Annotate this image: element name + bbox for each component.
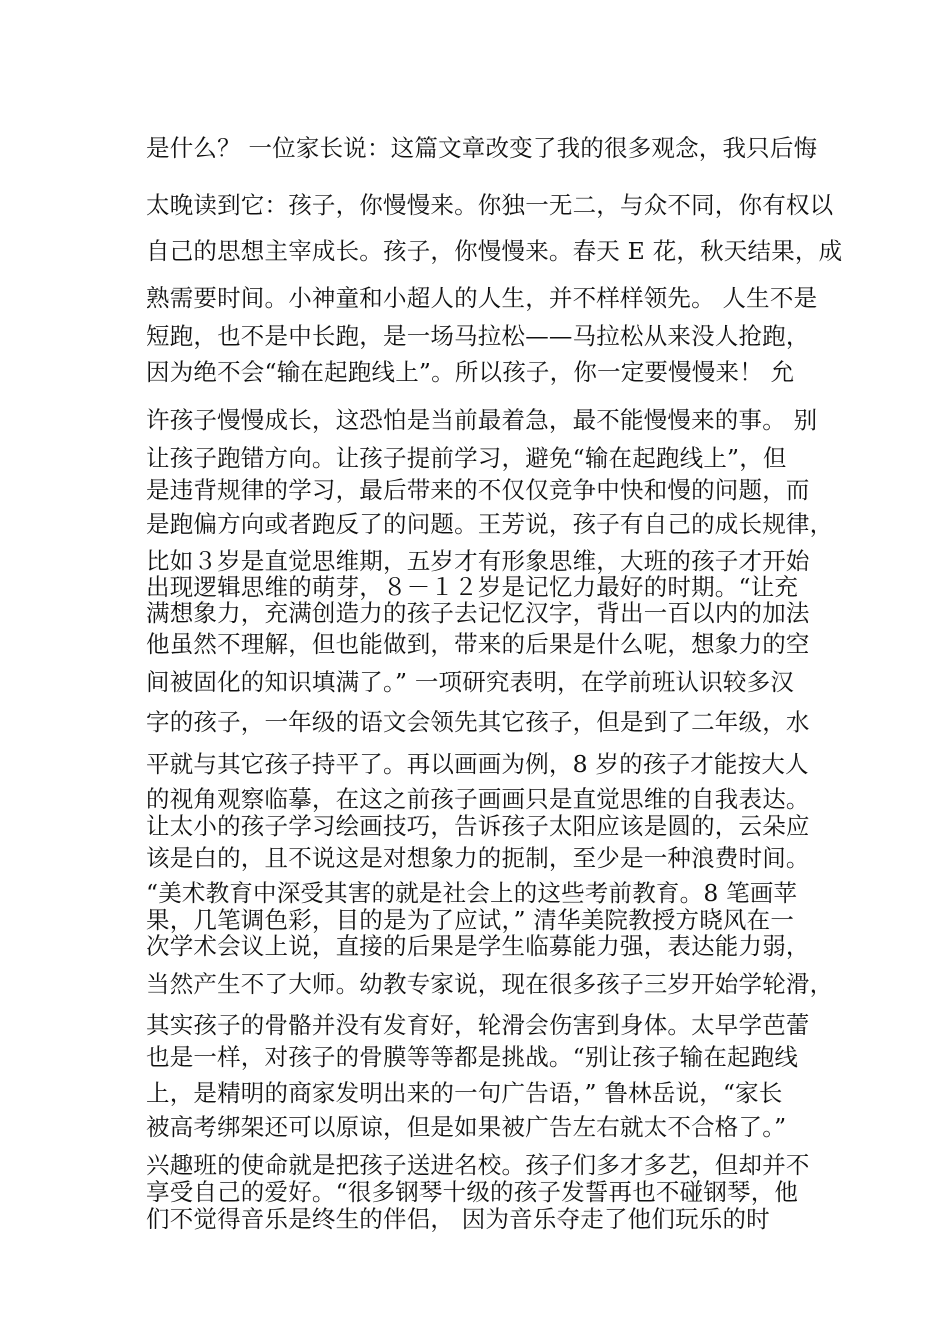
text-line: “美术教育中深受其害的就是社会上的这些考前教育。8 笔画苹 <box>146 879 798 907</box>
text-line: 让孩子跑错方向。让孩子提前学习，避免“输在起跑线上”，但 <box>146 444 787 472</box>
text-line: 们不觉得音乐是终生的伴侣， 因为音乐夺走了他们玩乐的时 <box>146 1205 770 1233</box>
text-line: 果，几笔调色彩，目的是为了应试，” 清华美院教授方晓风在一 <box>146 906 795 934</box>
text-line: 自己的思想主宰成长。孩子，你慢慢来。春天 E 花，秋天结果，成 <box>146 237 843 265</box>
text-line: 短跑，也不是中长跑，是一场马拉松——马拉松从来没人抢跑， <box>146 322 810 350</box>
text-line: 许孩子慢慢成长，这恐怕是当前最着急，最不能慢慢来的事。 别 <box>146 406 818 434</box>
text-line: 是违背规律的学习，最后带来的不仅仅竞争中快和慢的问题，而 <box>146 476 810 504</box>
text-line: 该是白的，且不说这是对想象力的扼制，至少是一种浪费时间。 <box>146 844 810 872</box>
text-line: 当然产生不了大师。幼教专家说，现在很多孩子三岁开始学轮滑， <box>146 970 834 998</box>
text-line: 也是一样，对孩子的骨膜等等都是挑战。“别让孩子输在起跑线 <box>146 1043 799 1071</box>
text-line: 被高考绑架还可以原谅，但是如果被广告左右就太不合格了。” <box>146 1113 787 1141</box>
text-line: 间被固化的知识填满了。” 一项研究表明，在学前班认识较多汉 <box>146 668 795 696</box>
text-line: 因为绝不会“输在起跑线上”。所以孩子，你一定要慢慢来！ 允 <box>146 358 795 386</box>
text-line: 是什么？ 一位家长说：这篇文章改变了我的很多观念，我只后悔 <box>146 134 818 162</box>
text-line: 让太小的孩子学习绘画技巧，告诉孩子太阳应该是圆的，云朵应 <box>146 812 810 840</box>
text-line: 是跑偏方向或者跑反了的问题。王芳说，孩子有自己的成长规律， <box>146 510 834 538</box>
text-line: 上，是精明的商家发明出来的一句广告语，” 鲁林岳说，“家长 <box>146 1079 783 1107</box>
text-line: 满想象力，充满创造力的孩子去记忆汉字，背出一百以内的加法 <box>146 599 810 627</box>
text-line: 熟需要时间。小神童和小超人的人生，并不样样领先。 人生不是 <box>146 284 818 312</box>
text-line: 平就与其它孩子持平了。再以画画为例，8 岁的孩子才能按大人 <box>146 750 809 778</box>
text-line: 的视角观察临摹，在这之前孩子画画只是直觉思维的自我表达。 <box>146 785 810 813</box>
text-line: 次学术会议上说，直接的后果是学生临募能力强，表达能力弱， <box>146 932 810 960</box>
text-line: 兴趣班的使命就是把孩子送进名校。孩子们多才多艺，但却并不 <box>146 1151 810 1179</box>
text-line: 比如３岁是直觉思维期，五岁才有形象思维，大班的孩子才开始 <box>146 547 810 575</box>
text-line: 其实孩子的骨骼并没有发育好，轮滑会伤害到身体。太早学芭蕾 <box>146 1011 810 1039</box>
text-line: 字的孩子，一年级的语文会领先其它孩子，但是到了二年级，水 <box>146 708 810 736</box>
text-line: 他虽然不理解，但也能做到，带来的后果是什么呢，想象力的空 <box>146 630 810 658</box>
text-line: 出现逻辑思维的萌芽，８－１２岁是记忆力最好的时期。“让充 <box>146 573 799 601</box>
text-line: 享受自己的爱好。“很多钢琴十级的孩子发誓再也不碰钢琴，他 <box>146 1178 799 1206</box>
text-line: 太晚读到它：孩子，你慢慢来。你独一无二，与众不同，你有权以 <box>146 191 834 219</box>
